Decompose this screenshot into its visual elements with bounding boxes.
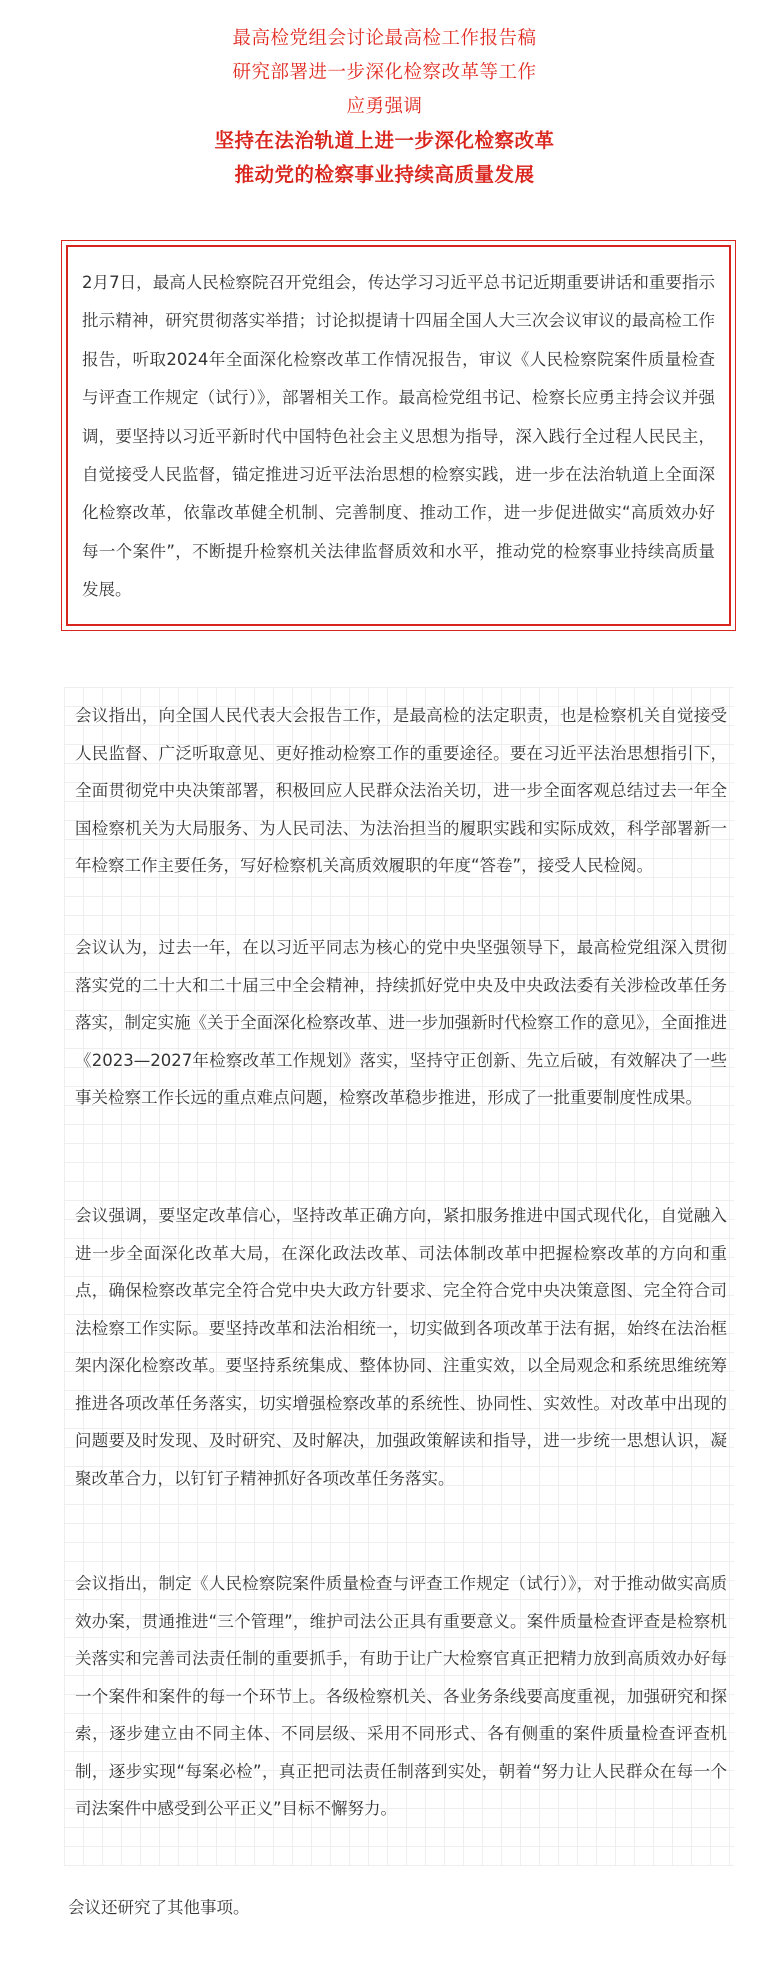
- body-paragraph-1: 会议指出，向全国人民代表大会报告工作，是最高检的法定职责，也是检察机关自觉接受人民监督、广泛听取意见、更好推动检察工作的重要途径。要在习近平法治思想指引下，全面贯彻党中央决策部署，积极回应人民群众法治关切，进一步全面客观总结过去一年全国检察机关为大局服务、为人民司法、为法治担当的履职实践和实际成效，科学部署新一年检察工作主要任务，写好检察机关高质效履职的年度“答卷”，接受人民检阅。: [75, 706, 727, 875]
- closing-line: 会议还研究了其他事项。: [68, 1898, 250, 1917]
- summary-text: 2月7日，最高人民检察院召开党组会，传达学习习近平总书记近期重要讲话和重要指示批示精神，研究贯彻落实举措；讨论拟提请十四届全国人大三次会议审议的最高检工作报告，听取2024年全面深化检察改革工作情况报告，审议《人民检察院案件质量检查与评查工作规定（试行）》，部署相关工作。最高检党组书记、检察长应勇主持会议并强调，要坚持以习近平新时代中国特色社会主义思想为指导，深入践行全过程人民民主，自觉接受人民监督，锚定推进习近平法治思想的检察实践，进一步在法治轨道上全面深化检察改革，依靠改革健全机制、完善制度、推动工作，进一步促进做实“高质效办好每一个案件”，不断提升检察机关法律监督质效和水平，推动党的检察事业持续高质量发展。: [66, 245, 731, 626]
- body-paragraph-4: 会议指出，制定《人民检察院案件质量检查与评查工作规定（试行）》，对于推动做实高质效办案，贯通推进“三个管理”，维护司法公正具有重要意义。案件质量检查评查是检察机关落实和完善司法责任制的重要抓手，有助于让广大检察官真正把精力放到高质效办好每一个案件和案件的每一个环节上。各级检察机关、各业务条线要高度重视，加强研究和探索，逐步建立由不同主体、不同层级、采用不同形式、各有侧重的案件质量检查评查机制，逐步实现“每案必检”，真正把司法责任制落到实处，朝着“努力让人民群众在每一个司法案件中感受到公平正义”目标不懈努力。: [75, 1574, 727, 1818]
- headline-line-1: 最高检党组会讨论最高检工作报告稿: [232, 28, 537, 49]
- grid-paper-section: [64, 687, 734, 1866]
- headline-main-line-1: 坚持在法治轨道上进一步深化检察改革: [214, 129, 555, 152]
- summary-frame: [61, 240, 736, 631]
- headline-line-3: 应勇强调: [346, 96, 423, 117]
- body-paragraph-3: 会议强调，要坚定改革信心，坚持改革正确方向，紧扣服务推进中国式现代化，自觉融入进一步全面深化改革大局，在深化政法改革、司法体制改革中把握检察改革的方向和重点，确保检察改革完全符合党中央大政方针要求、完全符合党中央决策意图、完全符合司法检察工作实际。要坚持改革和法治相统一，切实做到各项改革于法有据，始终在法治框架内深化检察改革。要坚持系统集成、整体协同、注重实效，以全局观念和系统思维统筹推进各项改革任务落实，切实增强检察改革的系统性、协同性、实效性。对改革中出现的问题要及时发现、及时研究、及时解决，加强政策解读和指导，进一步统一思想认识，凝聚改革合力，以钉钉子精神抓好各项改革任务落实。: [75, 1206, 727, 1488]
- headline-line-2: 研究部署进一步深化检察改革等工作: [232, 62, 537, 83]
- headline-block: [0, 22, 769, 192]
- body-paragraph-2: 会议认为，过去一年，在以习近平同志为核心的党中央坚强领导下，最高检党组深入贯彻落实党的二十大和二十届三中全会精神，持续抓好党中央及中央政法委有关涉检改革任务落实，制定实施《关于全面深化检察改革、进一步加强新时代检察工作的意见》，全面推进《2023—2027年检察改革工作规划》落实，坚持守正创新、先立后破，有效解决了一些事关检察工作长远的重点难点问题，检察改革稳步推进，形成了一批重要制度性成果。: [75, 938, 727, 1107]
- headline-main-line-2: 推动党的检察事业持续高质量发展: [234, 163, 535, 186]
